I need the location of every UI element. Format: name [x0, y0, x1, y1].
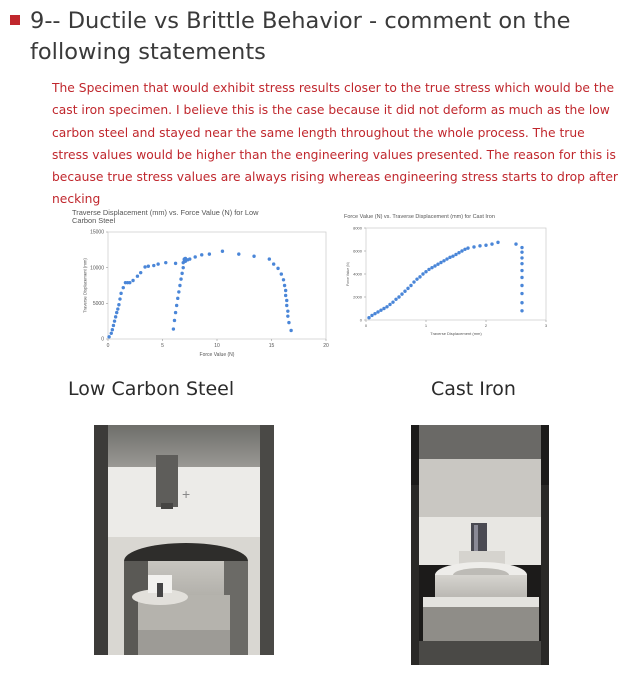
data-point: [272, 262, 275, 265]
caption-low-carbon-steel: Low Carbon Steel: [68, 378, 235, 400]
data-point: [276, 267, 279, 270]
data-point: [439, 261, 442, 264]
data-point: [427, 268, 430, 271]
chart-title-line-2: Carbon Steel: [72, 216, 116, 225]
plot-area: [346, 225, 548, 335]
data-point: [490, 242, 493, 245]
data-point: [237, 252, 240, 255]
data-point: [397, 295, 400, 298]
y-tick-label: 5000: [92, 301, 104, 307]
bullet-icon: [10, 15, 20, 25]
data-point: [116, 307, 119, 310]
data-point: [182, 266, 185, 269]
data-point: [496, 241, 499, 244]
data-point: [156, 262, 159, 265]
data-point: [379, 309, 382, 312]
data-point: [382, 307, 385, 310]
data-point: [520, 250, 523, 253]
data-point: [430, 266, 433, 269]
x-tick-label: 10: [214, 343, 220, 349]
data-point: [466, 246, 469, 249]
data-point: [221, 250, 224, 253]
data-point: [131, 279, 134, 282]
photo-cast-iron: [411, 425, 549, 665]
section-heading: 9-- Ductile vs Brittle Behavior - comment on the following statements: [30, 8, 571, 65]
data-point: [173, 319, 176, 322]
data-point: [284, 294, 287, 297]
data-point: [283, 284, 286, 287]
data-point: [172, 327, 175, 330]
data-point: [200, 253, 203, 256]
data-point: [178, 284, 181, 287]
data-point: [147, 265, 150, 268]
photo-low-carbon-steel: [94, 425, 274, 655]
data-point: [289, 329, 292, 332]
x-tick-label: 1: [424, 323, 428, 328]
data-point: [448, 256, 451, 259]
data-point: [115, 311, 118, 314]
data-point: [285, 299, 288, 302]
photo-low-carbon-steel-drawing: [94, 425, 274, 655]
data-point: [143, 265, 146, 268]
y-tick-label: 0: [101, 336, 104, 343]
data-point: [179, 277, 182, 280]
photo-cast-iron-drawing: [411, 425, 549, 665]
data-point: [180, 272, 183, 275]
data-point: [282, 278, 285, 281]
data-point: [136, 275, 139, 278]
data-point: [436, 263, 439, 266]
x-tick-label: 5: [161, 343, 164, 349]
data-point: [520, 284, 523, 287]
data-point: [403, 290, 406, 293]
data-point: [520, 292, 523, 295]
data-point: [520, 269, 523, 272]
data-point: [177, 290, 180, 293]
data-point: [174, 311, 177, 314]
caption-cast-iron: Cast Iron: [431, 378, 516, 400]
data-point: [406, 287, 409, 290]
plot-area: [83, 230, 329, 358]
data-point: [287, 321, 290, 324]
data-point: [520, 246, 523, 249]
data-point: [188, 257, 191, 260]
data-point: [194, 255, 197, 258]
data-point: [442, 259, 445, 262]
data-point: [457, 251, 460, 254]
chart-cast-iron: [336, 210, 560, 345]
data-point: [409, 284, 412, 287]
data-point: [472, 245, 475, 248]
data-point: [373, 312, 376, 315]
y-tick-label: 2000: [353, 294, 362, 300]
data-point: [484, 244, 487, 247]
data-point: [208, 252, 211, 255]
data-point: [285, 304, 288, 307]
data-point: [394, 298, 397, 301]
data-point: [400, 292, 403, 295]
data-point: [110, 332, 113, 335]
x-tick-label: 2: [484, 323, 488, 328]
data-point: [111, 328, 114, 331]
y-axis-label: Force Value (N): [345, 262, 350, 286]
data-point: [174, 262, 177, 265]
data-point: [113, 319, 116, 322]
y-tick-label: 15000: [90, 229, 104, 236]
x-tick-label: 0: [106, 343, 110, 349]
data-point: [164, 261, 167, 264]
data-point: [391, 300, 394, 303]
data-point: [139, 271, 142, 274]
data-point: [286, 309, 289, 312]
data-point: [514, 242, 517, 245]
data-point: [421, 272, 424, 275]
y-tick-label: 8000: [353, 225, 362, 231]
x-tick-label: 0: [364, 323, 368, 328]
data-point: [385, 305, 388, 308]
plot-frame: [108, 232, 326, 339]
data-point: [445, 257, 448, 260]
data-point: [376, 310, 379, 313]
data-point: [119, 292, 122, 295]
data-point: [268, 257, 271, 260]
data-point: [454, 253, 457, 256]
data-point: [418, 275, 421, 278]
data-point: [122, 286, 125, 289]
data-point: [433, 264, 436, 267]
data-point: [520, 256, 523, 259]
data-point: [128, 281, 131, 284]
data-point: [370, 314, 373, 317]
x-axis-label: Traverse Displacement (mm): [430, 330, 482, 336]
chart-cast-iron-svg: [336, 210, 560, 345]
y-axis-label: Traverse Displacement (mm): [82, 258, 88, 313]
data-point: [112, 324, 115, 327]
data-point: [152, 264, 155, 267]
chart-low-carbon-steel-svg: [64, 204, 344, 372]
plot-frame: [366, 228, 546, 320]
data-point: [520, 301, 523, 304]
x-tick-label: 15: [268, 343, 275, 349]
data-point: [388, 303, 391, 306]
data-point: [367, 316, 370, 319]
y-tick-label: 10000: [90, 265, 104, 272]
data-point: [176, 297, 179, 300]
data-point: [107, 335, 110, 338]
x-axis-label: Force Value (N): [199, 352, 235, 358]
data-point: [252, 255, 255, 258]
data-point: [451, 254, 454, 257]
data-point: [460, 249, 463, 252]
data-point: [175, 304, 178, 307]
data-point: [280, 272, 283, 275]
data-point: [114, 315, 117, 318]
data-point: [415, 277, 418, 280]
x-tick-label: 20: [323, 343, 329, 349]
data-point: [520, 276, 523, 279]
data-point: [118, 297, 121, 300]
chart-title: Force Value (N) vs. Traverse Displacement (mm) for Cast Iron: [344, 214, 495, 220]
data-point: [424, 270, 427, 273]
data-point: [478, 244, 481, 247]
data-point: [520, 309, 523, 312]
chart-title-line-1: Traverse Displacement (mm) vs. Force Value (N) for Low: [72, 208, 259, 217]
chart-low-carbon-steel: [64, 204, 344, 372]
svg-text:+: +: [182, 486, 191, 502]
x-tick-label: 3: [544, 323, 548, 328]
y-tick-label: 0: [359, 317, 362, 323]
y-tick-label: 6000: [353, 248, 362, 254]
y-tick-label: 4000: [353, 271, 362, 277]
data-point: [286, 314, 289, 317]
data-point: [463, 248, 466, 251]
data-point: [284, 289, 287, 292]
data-point: [412, 280, 415, 283]
data-point: [520, 262, 523, 265]
answer-comment: The Specimen that would exhibit stress results closer to the true stress which would be the cast iron specimen. I believe this is the case because it did not deform as much as the low carbon steel and stayed near the same length throughout the whole process. The true stress values would be higher than the engineering values presented. The reason for this is because true stress values are always rising whereas engineering stress starts to drop after necking: [52, 81, 618, 207]
section-heading-row: [8, 6, 618, 68]
data-point: [117, 303, 120, 306]
